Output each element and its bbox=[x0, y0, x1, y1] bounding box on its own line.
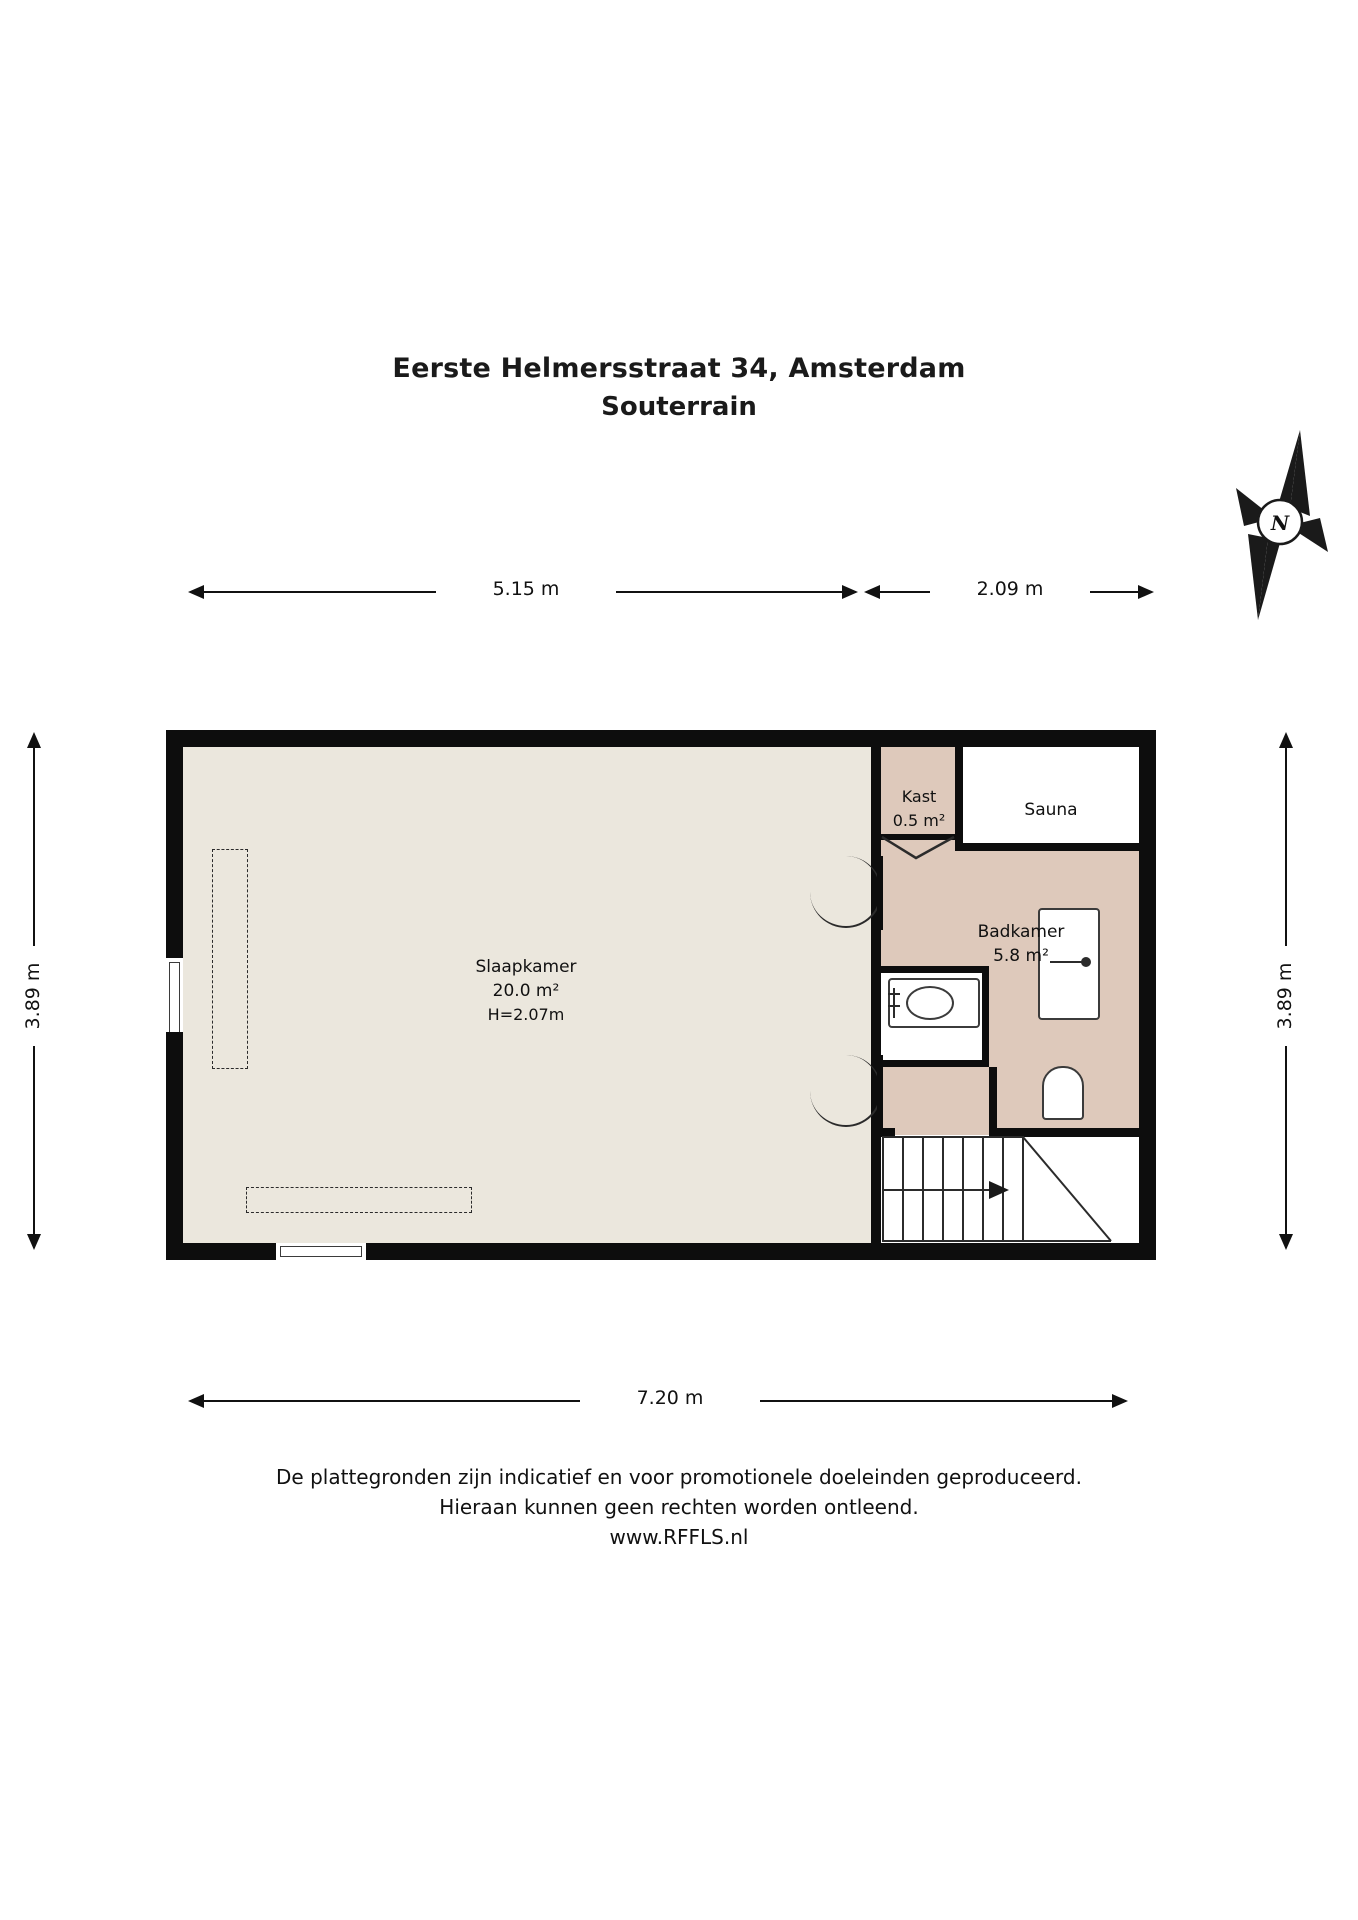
builtin-element-dashed bbox=[246, 1187, 472, 1213]
room-area-label-slaapkamer: 20.0 m² bbox=[492, 981, 560, 1001]
north-arrow-icon bbox=[1228, 430, 1338, 620]
room-label-slaapkamer bbox=[416, 955, 636, 1027]
interior-wall-sauna-bottom bbox=[955, 843, 1139, 851]
arrow-right-icon bbox=[1110, 1392, 1128, 1410]
arrow-left-icon bbox=[188, 1392, 206, 1410]
door-arc-bathroom bbox=[810, 856, 882, 928]
faucet-icon bbox=[884, 982, 918, 1026]
disclaimer-line-1: De plattegronden zijn indicatief en voor promotionele doeleinden geproduceerd. bbox=[276, 1465, 1082, 1489]
room-name-badkamer: Badkamer bbox=[977, 922, 1065, 942]
title-address: Eerste Helmersstraat 34, Amsterdam bbox=[392, 353, 966, 384]
interior-wall-toilet-right bbox=[982, 966, 989, 1066]
door-arc-hall bbox=[810, 1055, 882, 1127]
arrow-right-icon bbox=[1136, 583, 1154, 601]
door-leaf-hall bbox=[877, 1055, 883, 1129]
disclaimer-line-2: Hieraan kunnen geen rechten worden ontleend. bbox=[439, 1495, 919, 1519]
window-bottom bbox=[280, 1246, 362, 1257]
arrow-left-icon bbox=[864, 583, 882, 601]
staircase-icon bbox=[881, 1135, 1139, 1243]
door-leaf-bathroom bbox=[877, 856, 883, 930]
disclaimer bbox=[0, 1462, 1358, 1552]
dimension-right-label: 3.89 m bbox=[1274, 946, 1296, 1046]
window-left bbox=[169, 962, 180, 1036]
arrow-up-icon bbox=[1277, 732, 1295, 750]
interior-wall-bathroom-connector bbox=[989, 1067, 997, 1131]
room-area-label-badkamer: 5.8 m² bbox=[993, 946, 1049, 966]
room-label-badkamer bbox=[926, 920, 1116, 968]
toilet bbox=[1042, 1066, 1084, 1120]
dimension-left-label: 3.89 m bbox=[22, 946, 44, 1046]
room-area-label-kast: 0.5 m² bbox=[892, 811, 946, 830]
room-name-slaapkamer: Slaapkamer bbox=[475, 957, 577, 977]
compass-rose bbox=[1228, 430, 1338, 620]
dimension-top-right-label: 2.09 m bbox=[930, 578, 1090, 600]
room-height-slaapkamer: H=2.07m bbox=[487, 1005, 565, 1024]
arrow-down-icon bbox=[1277, 1232, 1295, 1250]
arrow-down-icon bbox=[25, 1232, 43, 1250]
folding-door-kast-icon bbox=[880, 834, 956, 864]
interior-wall-toilet-bottom bbox=[879, 1060, 989, 1067]
dimension-bottom-label: 7.20 m bbox=[580, 1387, 760, 1409]
builtin-closet-dashed bbox=[212, 849, 248, 1069]
window-left-sill bbox=[166, 1032, 183, 1040]
floor-plan bbox=[166, 730, 1156, 1260]
room-name-kast: Kast bbox=[901, 787, 937, 806]
page-title bbox=[0, 352, 1358, 424]
arrow-up-icon bbox=[25, 732, 43, 750]
arrow-right-icon bbox=[840, 583, 858, 601]
room-label-kast bbox=[871, 785, 967, 833]
room-name-sauna: Sauna bbox=[1024, 800, 1078, 820]
dimension-top-left-label: 5.15 m bbox=[436, 578, 616, 600]
arrow-left-icon bbox=[188, 583, 206, 601]
room-label-sauna bbox=[966, 798, 1136, 822]
website-url: www.RFFLS.nl bbox=[609, 1525, 749, 1549]
title-floor: Souterrain bbox=[601, 392, 757, 422]
svg-text:N: N bbox=[1270, 511, 1290, 535]
